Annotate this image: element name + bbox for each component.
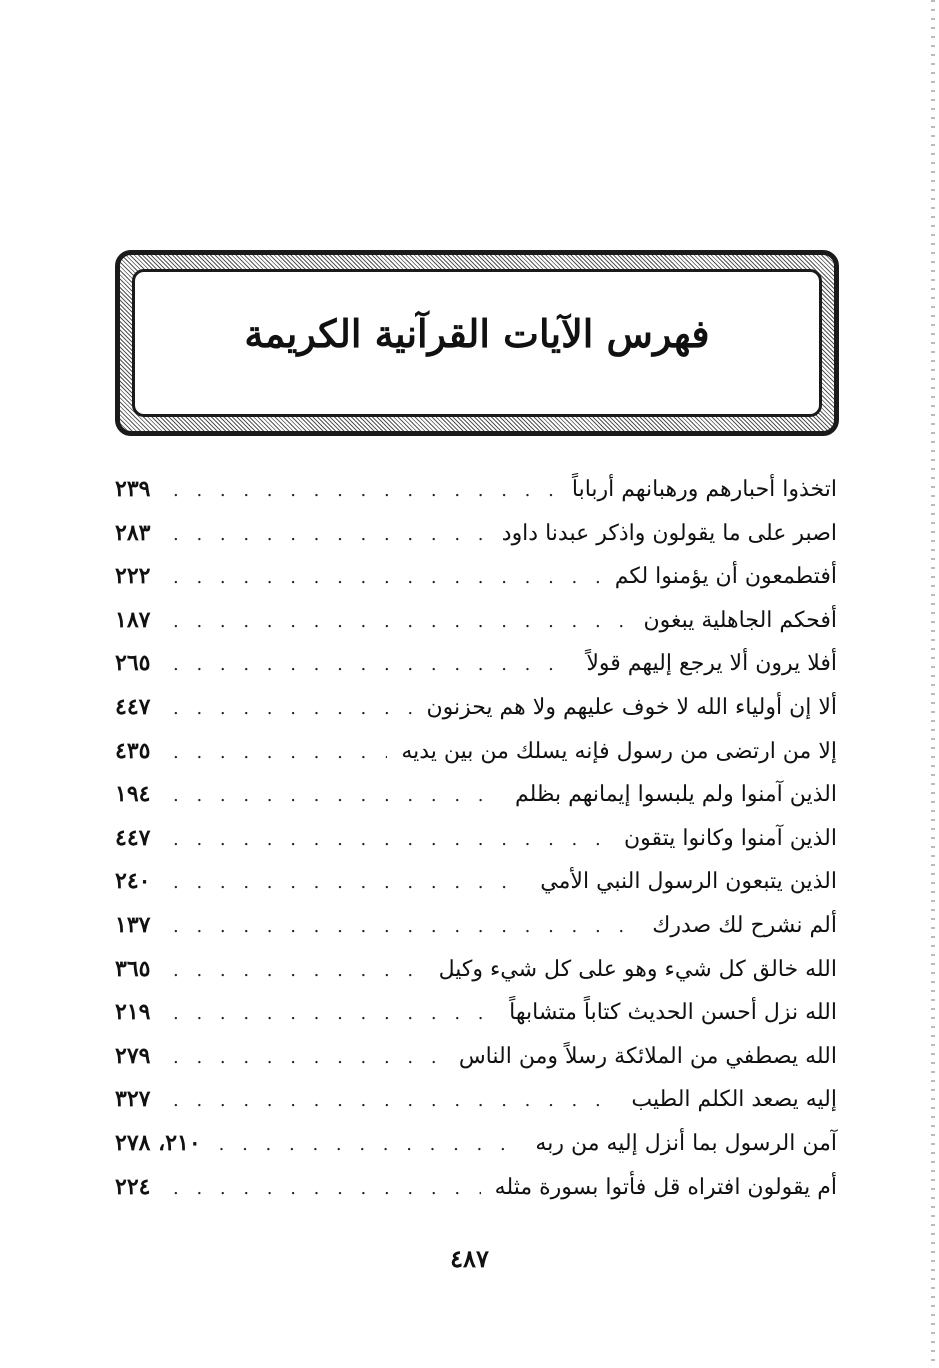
index-entry (115, 694, 837, 738)
dot-leader (173, 611, 629, 632)
index-entry (115, 868, 837, 912)
index-entry (115, 738, 837, 782)
index-entry (115, 912, 837, 956)
verse-text: إلا من ارتضى من رسول فإنه يسلك من بين يديه (401, 738, 837, 764)
dot-leader (173, 1003, 495, 1024)
verse-index-list (115, 476, 837, 1217)
page-reference: ١٨٧ (115, 606, 151, 633)
index-entry (115, 825, 837, 869)
dot-leader (173, 742, 387, 763)
page-edge-shadow (931, 0, 935, 1368)
page-reference: ٢٢٢ (115, 563, 151, 590)
verse-text: الله نزل أحسن الحديث كتاباً متشابهاً (509, 1000, 837, 1026)
dot-leader (173, 480, 558, 501)
dot-leader (173, 698, 412, 719)
index-entry (115, 1130, 837, 1174)
verse-text: اتخذوا أحبارهم ورهبانهم أرباباً (571, 477, 837, 502)
dot-leader (173, 1090, 617, 1111)
verse-text: أفحكم الجاهلية يبغون (643, 607, 837, 633)
index-entry (115, 1086, 837, 1130)
page-reference: ٢٣٩ (115, 476, 151, 502)
verse-text: اصبر على ما يقولون واذكر عبدنا داود (501, 520, 837, 546)
dot-leader (173, 960, 425, 981)
page-reference: ٢٤٠ (115, 868, 151, 895)
page-title: فهرس الآيات القرآنية الكريمة (244, 310, 710, 356)
page-reference: ٢٦٥ (115, 650, 151, 677)
verse-text: الله يصطفي من الملائكة رسلاً ومن الناس (458, 1043, 837, 1069)
dot-leader (173, 829, 610, 850)
title-inner-box (132, 269, 822, 417)
dot-leader (173, 654, 572, 675)
page-reference: ٤٣٥ (115, 737, 151, 764)
index-entry (115, 999, 837, 1043)
verse-text: الله خالق كل شيء وهو على كل شيء وكيل (438, 956, 837, 982)
page-reference: ١٩٤ (115, 781, 151, 808)
index-entry (115, 607, 837, 651)
dot-leader (173, 1047, 445, 1068)
page-number: ٤٨٧ (450, 1244, 489, 1273)
dot-leader (173, 524, 488, 545)
dot-leader (173, 1178, 481, 1199)
dot-leader (219, 1134, 522, 1155)
verse-text: الذين آمنوا ولم يلبسوا إيمانهم بظلم (515, 782, 837, 808)
page-reference: ٢١٩ (115, 999, 151, 1026)
verse-text: أفتطمعون أن يؤمنوا لكم (614, 564, 837, 590)
page-reference: ٢٨٣ (115, 519, 151, 546)
index-entry (115, 650, 837, 694)
dot-leader (173, 872, 526, 893)
index-entry (115, 956, 837, 1000)
page-reference: ٣٦٥ (115, 955, 151, 982)
verse-text: أفلا يرون ألا يرجع إليهم قولاً (586, 651, 837, 677)
page-reference: ٢١٠، ٢٧٨ (115, 1129, 201, 1156)
verse-text: آمن الرسول بما أنزل إليه من ربه (535, 1130, 837, 1156)
index-entry (115, 781, 837, 825)
dot-leader (173, 916, 638, 937)
index-entry (115, 520, 837, 564)
title-frame (115, 250, 839, 436)
page-reference: ١٣٧ (115, 911, 151, 938)
page-reference: ٤٤٧ (115, 824, 151, 851)
index-entry (115, 1174, 837, 1218)
page-reference: ٣٢٧ (115, 1086, 151, 1113)
page-reference: ٤٤٧ (115, 693, 151, 720)
dot-leader (173, 785, 501, 806)
verse-text: أم يقولون افتراه قل فأتوا بسورة مثله (494, 1174, 837, 1200)
index-entry (115, 563, 837, 607)
verse-text: ألا إن أولياء الله لا خوف عليهم ولا هم يحزنون (426, 694, 837, 720)
verse-text: إليه يصعد الكلم الطيب (631, 1087, 837, 1113)
index-entry (115, 1043, 837, 1087)
verse-text: ألم نشرح لك صدرك (652, 912, 837, 938)
page-reference: ٢٢٤ (115, 1173, 151, 1200)
verse-text: الذين آمنوا وكانوا يتقون (623, 825, 837, 851)
index-entry (115, 476, 837, 520)
dot-leader (173, 567, 601, 588)
page-reference: ٢٧٩ (115, 1042, 151, 1069)
verse-text: الذين يتبعون الرسول النبي الأمي (540, 869, 837, 895)
